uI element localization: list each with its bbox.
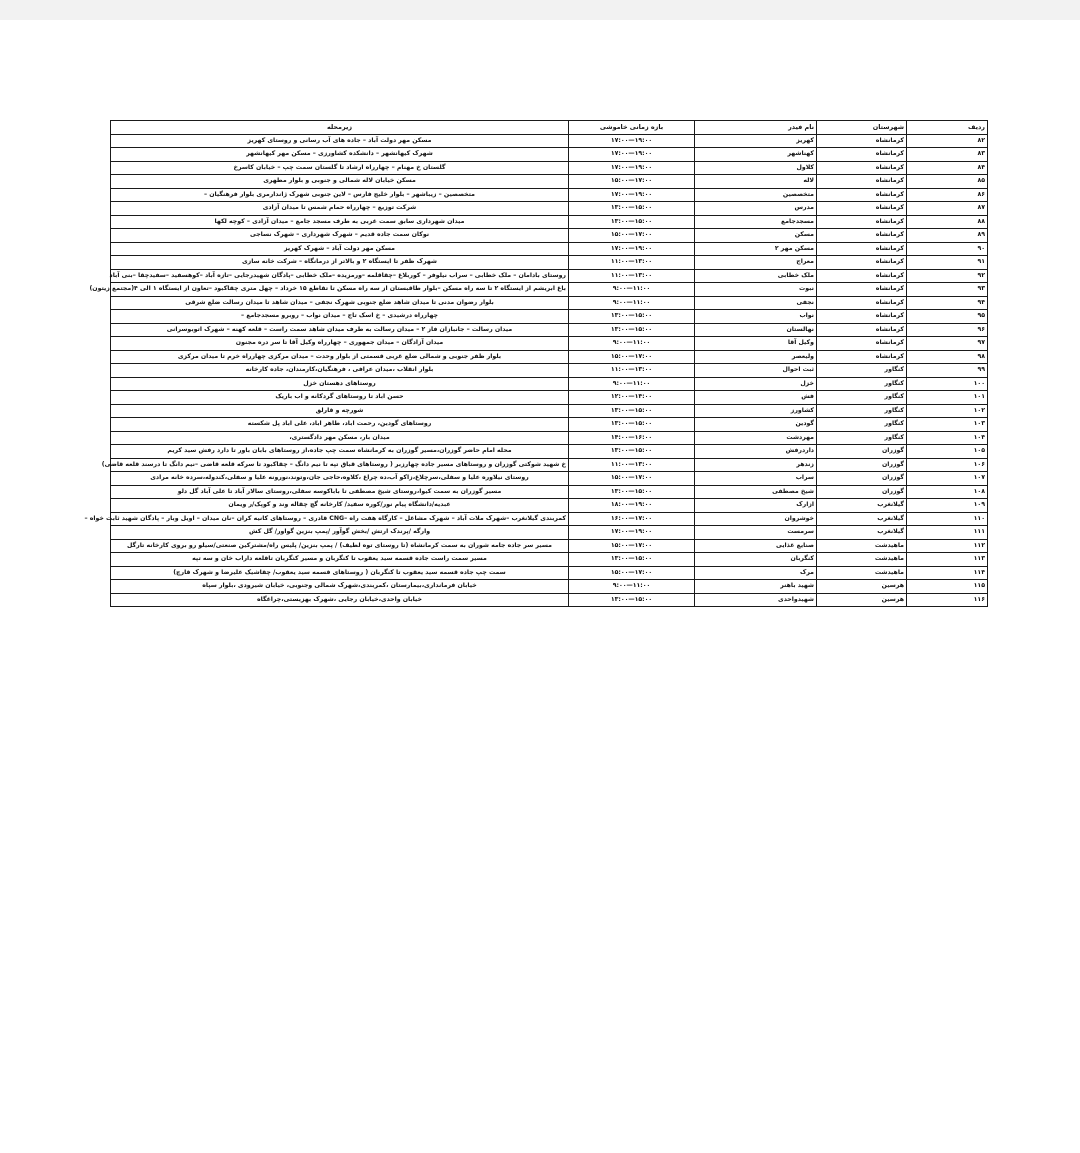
table-header-row <box>111 121 988 135</box>
table-row <box>111 593 988 607</box>
city-cell: گیلانغرب <box>817 526 907 540</box>
area-cell: شورچه و قارلق <box>111 404 569 418</box>
time-window-cell: ۱۵:۰۰—۱۷:۰۰ <box>569 472 695 486</box>
header-area: زیرمحله <box>111 121 569 135</box>
city-cell: کرمانشاه <box>817 161 907 175</box>
area-cell: چهارراه درشیدی – خ اسک تاج – میدان نواب – روبرو مسجدجامع – <box>111 310 569 324</box>
area-cell: بلوار رضوان مدنی تا میدان شاهد ضلع جنوبی شهرک نجفی – میدان شاهد تا میدان رسالت ضلع شرقی <box>111 296 569 310</box>
header-time-window: بازه زمانی خاموشی <box>569 121 695 135</box>
row-number-cell: ۹۴ <box>907 296 988 310</box>
feeder-cell: نهالستان <box>695 323 817 337</box>
row-number-cell: ۸۸ <box>907 215 988 229</box>
city-cell: گوزران <box>817 458 907 472</box>
time-window-cell: ۱۸:۰۰—۱۹:۰۰ <box>569 499 695 513</box>
feeder-cell: مسکن مهر ۲ <box>695 242 817 256</box>
row-number-cell: ۹۶ <box>907 323 988 337</box>
table-row <box>111 499 988 513</box>
header-feeder: نام فیدر <box>695 121 817 135</box>
table-row <box>111 283 988 297</box>
row-number-cell: ۱۱۶ <box>907 593 988 607</box>
table-row <box>111 391 988 405</box>
row-number-cell: ۹۹ <box>907 364 988 378</box>
city-cell: کرمانشاه <box>817 350 907 364</box>
feeder-cell: مسجدجامع <box>695 215 817 229</box>
time-window-cell: ۱۳:۰۰—۱۵:۰۰ <box>569 445 695 459</box>
table-row <box>111 377 988 391</box>
feeder-cell: نجفی <box>695 296 817 310</box>
feeder-cell: زندهر <box>695 458 817 472</box>
area-cell: عبدیه/دانشگاه پیام نور/کوره سفید/ کارخانه گچ چقاله وند و کوپک/ر ویمان <box>111 499 569 513</box>
area-cell: مسیر گوزران به سمت کیوا،روستای شیخ مصطفی تا باباکوسه سفلی،روستای سالار آباد تا علی آباد گل دلو <box>111 485 569 499</box>
feeder-cell: متخصصین <box>695 188 817 202</box>
city-cell: کنگاور <box>817 418 907 432</box>
row-number-cell: ۱۰۴ <box>907 431 988 445</box>
time-window-cell: ۹:۰۰—۱۱:۰۰ <box>569 296 695 310</box>
table-row <box>111 134 988 148</box>
time-window-cell: ۱۵:۰۰—۱۷:۰۰ <box>569 350 695 364</box>
feeder-cell: نبوت <box>695 283 817 297</box>
time-window-cell: ۱۵:۰۰—۱۷:۰۰ <box>569 175 695 189</box>
row-number-cell: ۸۲ <box>907 134 988 148</box>
row-number-cell: ۸۴ <box>907 161 988 175</box>
feeder-cell: کهریز <box>695 134 817 148</box>
city-cell: گیلانغرب <box>817 499 907 513</box>
time-window-cell: ۱۳:۰۰—۱۵:۰۰ <box>569 323 695 337</box>
area-cell: خیابان واحدی،خیابان رجایی ،شهرک بهزیستی،چراغگاه <box>111 593 569 607</box>
table-row <box>111 229 988 243</box>
feeder-cell: شیخ مصطفی <box>695 485 817 499</box>
time-window-cell: ۱۳:۰۰—۱۵:۰۰ <box>569 202 695 216</box>
time-window-cell: ۱۱:۰۰—۱۳:۰۰ <box>569 364 695 378</box>
area-cell: محله امام حاضر گوزران،مسیر گوزران به کرمانشاه سمت چپ جاده،از روستاهای بابان باور تا دارد رفش سید کریم <box>111 445 569 459</box>
row-number-cell: ۸۹ <box>907 229 988 243</box>
city-cell: گوزران <box>817 485 907 499</box>
area-cell: روستاهای دهستان خزل <box>111 377 569 391</box>
table-row <box>111 148 988 162</box>
time-window-cell: ۹:۰۰—۱۱:۰۰ <box>569 377 695 391</box>
feeder-cell: کنگربان <box>695 553 817 567</box>
time-window-cell: ۱۷:۰۰—۱۹:۰۰ <box>569 242 695 256</box>
feeder-cell: معراج <box>695 256 817 270</box>
time-window-cell: ۱۳:۰۰—۱۵:۰۰ <box>569 485 695 499</box>
area-cell: روستاهای گودین، رحمت اباد، طاهر اباد، علی اباد پل شکسته <box>111 418 569 432</box>
row-number-cell: ۱۰۹ <box>907 499 988 513</box>
area-cell: حسن اباد تا روستاهای گردکانه و اب باریک <box>111 391 569 405</box>
table-row <box>111 472 988 486</box>
city-cell: ماهیدشت <box>817 566 907 580</box>
time-window-cell: ۹:۰۰—۱۱:۰۰ <box>569 337 695 351</box>
outage-schedule-sheet <box>84 120 987 607</box>
area-cell: متخصصین – زیباشهر – بلوار خلیج فارس – لاین جنوبی شهرک ژاندارمری بلوار فرهنگیان – <box>111 188 569 202</box>
feeder-cell: صنایع غذایی <box>695 539 817 553</box>
time-window-cell: ۱۷:۰۰—۱۹:۰۰ <box>569 526 695 540</box>
feeder-cell: مدرس <box>695 202 817 216</box>
table-row <box>111 161 988 175</box>
time-window-cell: ۱۷:۰۰—۱۹:۰۰ <box>569 161 695 175</box>
table-row <box>111 364 988 378</box>
area-cell: خیابان فرمانداری،بیمارستان ،کمربندی،شهرک شمالی وجنوبی، خیابان شیرودی ،بلوار سپاه <box>111 580 569 594</box>
city-cell: کنگاور <box>817 391 907 405</box>
city-cell: کنگاور <box>817 377 907 391</box>
row-number-cell: ۱۰۷ <box>907 472 988 486</box>
area-cell: شهرک ظفر تا ایستگاه ۲ و بالاتر از درمانگاه – شرکت خانه سازی <box>111 256 569 270</box>
area-cell: بلوار انقلاب ،میدان عرافی ، فرهنگیان،کارمندان، جاده کارخانه <box>111 364 569 378</box>
city-cell: کرمانشاه <box>817 296 907 310</box>
feeder-cell: کلاول <box>695 161 817 175</box>
time-window-cell: ۱۱:۰۰—۱۳:۰۰ <box>569 269 695 283</box>
row-number-cell: ۱۱۵ <box>907 580 988 594</box>
table-row <box>111 485 988 499</box>
area-cell: گلستان خ مهنام – چهارراه ارشاد تا گلستان سمت چپ – خیابان کاسرخ <box>111 161 569 175</box>
table-row <box>111 256 988 270</box>
row-number-cell: ۹۵ <box>907 310 988 324</box>
row-number-cell: ۸۳ <box>907 148 988 162</box>
table-row <box>111 310 988 324</box>
city-cell: کرمانشاه <box>817 202 907 216</box>
city-cell: کرمانشاه <box>817 323 907 337</box>
table-row <box>111 566 988 580</box>
city-cell: کرمانشاه <box>817 256 907 270</box>
time-window-cell: ۱۳:۰۰—۱۵:۰۰ <box>569 553 695 567</box>
time-window-cell: ۱۷:۰۰—۱۹:۰۰ <box>569 148 695 162</box>
table-row <box>111 431 988 445</box>
table-row <box>111 553 988 567</box>
row-number-cell: ۱۱۲ <box>907 539 988 553</box>
feeder-cell: فش <box>695 391 817 405</box>
row-number-cell: ۱۰۵ <box>907 445 988 459</box>
area-cell: مسیر سمت راست جاده قسمه سید یعقوب تا کنگربان و مسیر کنگربان تاقلعه داراب خان و سه تپه <box>111 553 569 567</box>
time-window-cell: ۹:۰۰—۱۱:۰۰ <box>569 283 695 297</box>
table-row <box>111 539 988 553</box>
city-cell: کرمانشاه <box>817 175 907 189</box>
time-window-cell: ۱۳:۰۰—۱۵:۰۰ <box>569 593 695 607</box>
area-cell: خ شهید شوکتی گوزران و روستاهای مسیر جاده چهارزبر ( روستاهای قباق تپه تا نیم دانگ – چقاکبود تا سرکه قلعه قاضی –نیم دانگ تا درسند قلعه قاضی) <box>111 458 569 472</box>
table-row <box>111 188 988 202</box>
row-number-cell: ۸۵ <box>907 175 988 189</box>
area-cell: سمت چپ جاده قسمه سید یعقوب تا کنگربان ( روستاهای قسمه سید یعقوب/ چقاشیک علیرضا و شهرک قارچ) <box>111 566 569 580</box>
row-number-cell: ۱۱۳ <box>907 553 988 567</box>
row-number-cell: ۸۷ <box>907 202 988 216</box>
time-window-cell: ۱۵:۰۰—۱۷:۰۰ <box>569 539 695 553</box>
time-window-cell: ۱۳:۰۰—۱۵:۰۰ <box>569 215 695 229</box>
feeder-cell: مرک <box>695 566 817 580</box>
feeder-cell: خوشروان <box>695 512 817 526</box>
area-cell: میدان آزادگان – میدان جمهوری – چهارراه وکیل آقا تا سر دره مجنون <box>111 337 569 351</box>
city-cell: کرمانشاه <box>817 337 907 351</box>
row-number-cell: ۱۰۳ <box>907 418 988 432</box>
city-cell: کرمانشاه <box>817 283 907 297</box>
time-window-cell: ۱۳:۰۰—۱۵:۰۰ <box>569 310 695 324</box>
outage-schedule-table <box>84 120 988 607</box>
area-cell: بلوار ظفر جنوبی و شمالی ضلع غربی قسمتی از بلوار وحدت – میدان مرکزی چهارراه خرم تا میدان مرکزی <box>111 350 569 364</box>
time-window-cell: ۱۷:۰۰—۱۹:۰۰ <box>569 188 695 202</box>
feeder-cell: نواب <box>695 310 817 324</box>
area-cell: میدان بار، مسکن مهر دادگستری، <box>111 431 569 445</box>
time-window-cell: ۱۷:۰۰—۱۹:۰۰ <box>569 134 695 148</box>
feeder-cell: ازارک <box>695 499 817 513</box>
area-cell: روستای بادامان – ملک خطابی – سراب نیلوفر – کوربلاغ –چقاقلمه –ورمزیده –ملک خطابی –پادگان شهیدرجایی –تازه آباد –کوهسفید –سفیدچقا –بنی آباد <box>111 269 569 283</box>
table-row <box>111 337 988 351</box>
city-cell: کنگاور <box>817 364 907 378</box>
area-cell: کمربندی گیلانغرب –شهرک ملات آباد – شهرک مشاغل – کارگاه هفت راه –CNG قادری – روستاهای کانیه کران –نان میدان – اویل وبار – پادگان شهید ثابت خواه – <box>111 512 569 526</box>
city-cell: هرسین <box>817 593 907 607</box>
area-cell: مسکن مهر دولت آباد – شهرک کهریز <box>111 242 569 256</box>
city-cell: کنگاور <box>817 404 907 418</box>
table-row <box>111 323 988 337</box>
area-cell: وارگه /پرندک ارتش /بخش گوآور /پمپ بنزین گواور/ گل کش <box>111 526 569 540</box>
city-cell: کرمانشاه <box>817 148 907 162</box>
area-cell: نوکان سمت جاده قدیم – شهرک شهرداری – شهرک نساجی <box>111 229 569 243</box>
city-cell: کنگاور <box>817 431 907 445</box>
feeder-cell: ثبت احوال <box>695 364 817 378</box>
city-cell: کرمانشاه <box>817 188 907 202</box>
feeder-cell: لاله <box>695 175 817 189</box>
area-cell: میدان رسالت – جانبازان فاز ۲ – میدان رسالت به طرف میدان شاهد سمت راست – قلعه کهنه – شهرک اتوبوسرانی <box>111 323 569 337</box>
row-number-cell: ۹۷ <box>907 337 988 351</box>
city-cell: کرمانشاه <box>817 269 907 283</box>
city-cell: کرمانشاه <box>817 215 907 229</box>
time-window-cell: ۱۲:۰۰—۱۴:۰۰ <box>569 391 695 405</box>
feeder-cell: سراب <box>695 472 817 486</box>
row-number-cell: ۱۱۱ <box>907 526 988 540</box>
row-number-cell: ۱۱۰ <box>907 512 988 526</box>
row-number-cell: ۱۰۶ <box>907 458 988 472</box>
area-cell: شهرک کیهانشهر – دانشکده کشاورزی – مسکن مهر کیهانشهر <box>111 148 569 162</box>
area-cell: مسکن خیابان لاله شمالی و جنوبی و بلوار مطهری <box>111 175 569 189</box>
table-row <box>111 296 988 310</box>
time-window-cell: ۱۳:۰۰—۱۵:۰۰ <box>569 404 695 418</box>
area-cell: شرکت توزیع – چهارراه حمام شمس تا میدان آزادی <box>111 202 569 216</box>
header-city: شهرستان <box>817 121 907 135</box>
feeder-cell: مهردشت <box>695 431 817 445</box>
feeder-cell: ولیعصر <box>695 350 817 364</box>
table-row <box>111 458 988 472</box>
city-cell: کرمانشاه <box>817 242 907 256</box>
row-number-cell: ۸۶ <box>907 188 988 202</box>
row-number-cell: ۱۱۴ <box>907 566 988 580</box>
time-window-cell: ۱۳:۰۰—۱۵:۰۰ <box>569 418 695 432</box>
time-window-cell: ۱۱:۰۰—۱۳:۰۰ <box>569 256 695 270</box>
city-cell: گوزران <box>817 472 907 486</box>
table-row <box>111 215 988 229</box>
time-window-cell: ۱۵:۰۰—۱۷:۰۰ <box>569 229 695 243</box>
row-number-cell: ۹۲ <box>907 269 988 283</box>
time-window-cell: ۱۶:۰۰—۱۷:۰۰ <box>569 512 695 526</box>
area-cell: مسکن مهر دولت آباد – جاده های آب رسانی و روستای کهریز <box>111 134 569 148</box>
time-window-cell: ۱۱:۰۰—۱۳:۰۰ <box>569 458 695 472</box>
table-body <box>84 134 988 607</box>
area-cell: روستای نیلاوره علیا و سفلی،سرچلاغ،زاکو آب،ده چراغ ،کلاوه،حاجی جان،وتوند،نورونه علیا و سفلی،کندوله،سرده خانه مرادی <box>111 472 569 486</box>
area-cell: باغ ابریشم از ایستگاه ۲ تا سه راه مسکن –بلوار طاقبستان از سه راه مسکن تا تقاطع ۱۵ خرداد – چهل متری چقاکبود –تعاون از ایستگاه ۱ الی ۴(مجتمع زیتون) <box>111 283 569 297</box>
table-row <box>111 404 988 418</box>
area-cell: میدان شهرداری سابق سمت غربی به طرف مسجد جامع – میدان آزادی – کوچه لکها <box>111 215 569 229</box>
feeder-cell: کشاورز <box>695 404 817 418</box>
feeder-cell: شهیدواحدی <box>695 593 817 607</box>
table-row <box>111 350 988 364</box>
row-number-cell: ۱۰۰ <box>907 377 988 391</box>
city-cell: هرسین <box>817 580 907 594</box>
top-strip <box>0 0 1080 20</box>
time-window-cell: ۱۵:۰۰—۱۷:۰۰ <box>569 566 695 580</box>
feeder-cell: گودین <box>695 418 817 432</box>
table-row <box>111 445 988 459</box>
feeder-cell: سرمست <box>695 526 817 540</box>
city-cell: گیلانغرب <box>817 512 907 526</box>
table-row <box>111 512 988 526</box>
row-number-cell: ۹۰ <box>907 242 988 256</box>
feeder-cell: ملک خطابی <box>695 269 817 283</box>
table-row <box>111 175 988 189</box>
table-row <box>111 580 988 594</box>
city-cell: کرمانشاه <box>817 229 907 243</box>
table-row <box>111 526 988 540</box>
feeder-cell: داردرفش <box>695 445 817 459</box>
row-number-cell: ۱۰۸ <box>907 485 988 499</box>
city-cell: گوزران <box>817 445 907 459</box>
row-number-cell: ۹۱ <box>907 256 988 270</box>
time-window-cell: ۱۴:۰۰—۱۶:۰۰ <box>569 431 695 445</box>
row-number-cell: ۹۸ <box>907 350 988 364</box>
time-window-cell: ۹:۰۰—۱۱:۰۰ <box>569 580 695 594</box>
row-number-cell: ۹۳ <box>907 283 988 297</box>
city-cell: کرمانشاه <box>817 134 907 148</box>
area-cell: مسیر سر جاده جامه شوران به سمت کرمانشاه (تا روستای توه لطیف) / پمپ بنزین/ پلیس راه/مشترکین صنعتی/سیلو رو بروی کارخانه تارگل <box>111 539 569 553</box>
city-cell: کرمانشاه <box>817 310 907 324</box>
table-row <box>111 418 988 432</box>
feeder-cell: خزل <box>695 377 817 391</box>
feeder-cell: وکیل آقا <box>695 337 817 351</box>
row-number-cell: ۱۰۱ <box>907 391 988 405</box>
table-row <box>111 202 988 216</box>
feeder-cell: کهناشهر <box>695 148 817 162</box>
table-row <box>111 269 988 283</box>
table-row <box>111 242 988 256</box>
city-cell: ماهیدشت <box>817 539 907 553</box>
feeder-cell: شهید باهنر <box>695 580 817 594</box>
feeder-cell: مسکن <box>695 229 817 243</box>
city-cell: ماهیدشت <box>817 553 907 567</box>
header-row-number: ردیف <box>907 121 988 135</box>
row-number-cell: ۱۰۲ <box>907 404 988 418</box>
